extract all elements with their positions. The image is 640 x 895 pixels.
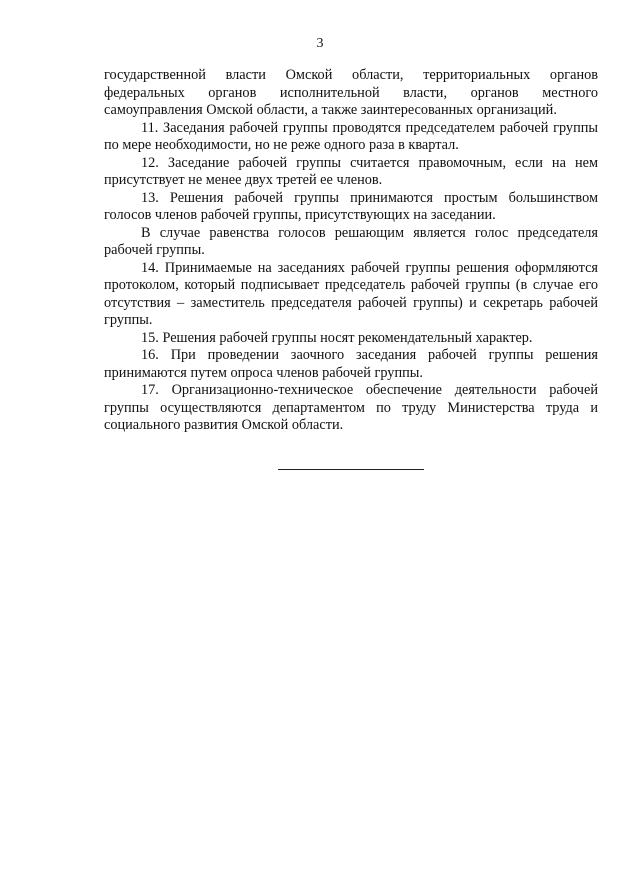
paragraph-12: 12. Заседание рабочей группы считается правомочным, если на нем присутствует не менее двух третей ее членов. bbox=[104, 154, 598, 188]
paragraph-tie-vote: В случае равенства голосов решающим является голос председателя рабочей группы. bbox=[104, 224, 598, 258]
paragraph-11: 11. Заседания рабочей группы проводятся председателем рабочей группы по мере необходимости, но не реже одного раза в квартал. bbox=[104, 119, 598, 153]
paragraph-16: 16. При проведении заочного заседания рабочей группы решения принимаются путем опроса членов рабочей группы. bbox=[104, 347, 598, 381]
paragraph-17: 17. Организационно-техническое обеспечение деятельности рабочей группы осуществляются департаментом по труду Министерства труда и социального развития Омской области. bbox=[104, 382, 598, 433]
paragraph-14: 14. Принимаемые на заседаниях рабочей группы решения оформляются протоколом, который подписывает председатель рабочей группы (в случае его отсутствия – заместитель председателя рабочей группы) и секретарь рабочей группы. bbox=[104, 259, 598, 328]
paragraph-continuation: государственной власти Омской области, территориальных органов федеральных органов исполнительной власти, органов местного самоуправления Омской области, а также заинтересованных организаций. bbox=[104, 67, 598, 118]
paragraph-13: 13. Решения рабочей группы принимаются простым большинством голосов членов рабочей группы, присутствующих на заседании. bbox=[104, 189, 598, 223]
closing-divider-line bbox=[278, 469, 424, 470]
page-number: 3 bbox=[316, 36, 324, 51]
paragraph-15: 15. Решения рабочей группы носят рекомендательный характер. bbox=[141, 329, 533, 346]
document-body bbox=[104, 67, 598, 435]
